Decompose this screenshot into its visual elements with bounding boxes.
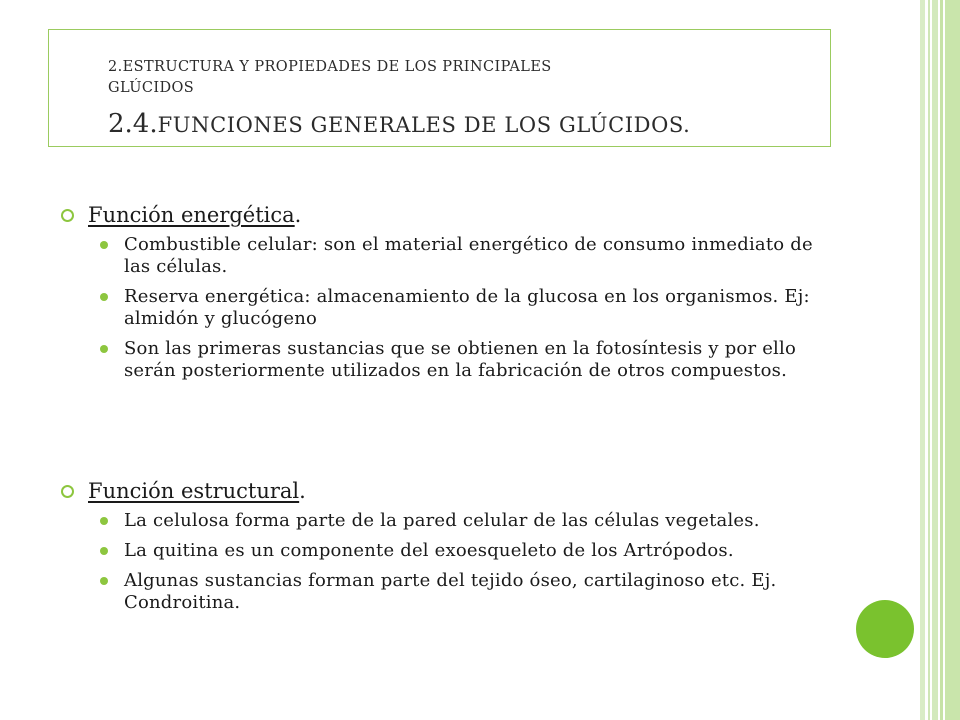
heading-suffix: . [294,203,302,227]
stripe [928,0,930,720]
dot-bullet-icon [100,577,108,585]
dot-bullet-icon [100,293,108,301]
section-heading-text: Función energética [88,203,295,227]
section-energetica [60,200,830,390]
dot-bullet-icon [100,517,108,525]
list-item-text: Algunas sustancias forman parte del tejido óseo, cartilaginoso etc. Ej. Condroitina. [124,570,777,613]
stripe [945,0,960,720]
decorative-circle [856,600,914,658]
title-number: 2.4. [108,109,158,139]
section-estructural [60,476,830,622]
title-line-2: GLÚCIDOS [108,80,195,96]
list-item-text: Reserva energética: almacenamiento de la glucosa en los organismos. Ej: almidón y glucógeno [124,286,810,329]
stripe [940,0,943,720]
slide-title [108,108,690,143]
list-item [60,570,830,614]
list-item-text: Son las primeras sustancias que se obtienen en la fotosíntesis y por ello serán posteriormente utilizados en la fabricación de otros compuestos. [124,338,796,381]
title-line-1: 2.ESTRUCTURA Y PROPIEDADES DE LOS PRINCIPALES [108,59,552,75]
list-item [60,286,830,330]
dot-bullet-icon [100,547,108,555]
title-box [48,29,831,147]
list-item [60,234,830,278]
list-item-text: La quitina es un componente del exoesqueleto de los Artrópodos. [124,540,734,561]
stripe [932,0,938,720]
title-heading: FUNCIONES GENERALES DE LOS GLÚCIDOS. [157,113,691,137]
dot-bullet-icon [100,241,108,249]
heading-suffix: . [299,479,306,503]
ring-bullet-icon [61,485,74,498]
list-item-text: Combustible celular: son el material energético de consumo inmediato de las células. [124,234,813,277]
list-item-text: La celulosa forma parte de la pared celular de las células vegetales. [124,510,760,531]
dot-bullet-icon [100,345,108,353]
list-item [60,338,830,382]
bullet-list [60,510,830,614]
ring-bullet-icon [61,209,74,222]
section-heading [60,200,830,230]
list-item [60,510,830,532]
list-item [60,540,830,562]
section-heading [60,476,830,506]
decorative-stripes [920,0,960,720]
bullet-list [60,234,830,382]
section-heading-text: Función estructural [88,479,300,503]
stripe [920,0,925,720]
